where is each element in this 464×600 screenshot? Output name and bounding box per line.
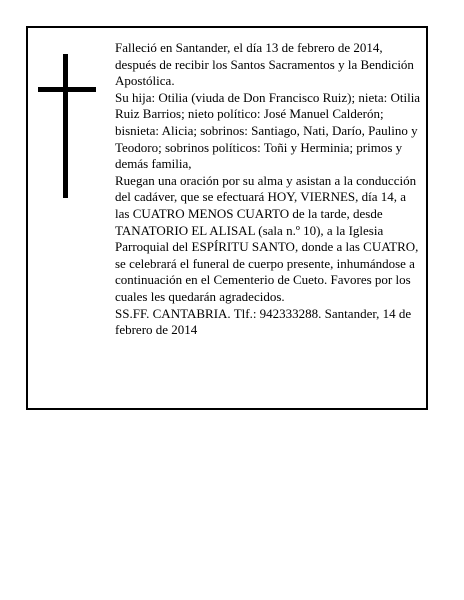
cross-icon	[38, 54, 98, 198]
funeral-details: Ruegan una oración por su alma y asistan a la conducción del cadáver, que se efectuará HOY, VIERNES, día 14, a las CUATRO MENOS CUARTO de la tarde, desde TANATORIO EL ALISAL (sala n.º 10), a la Iglesia Parroquial del ESPÍRITU SANTO, donde a las CUATRO, se celebrará el funeral de cuerpo presente, inhumándose a continuación en el Cementerio de Cueto. Favores por los cuales les quedarán agradecidos.	[115, 172, 419, 304]
obituary-notice	[26, 26, 428, 410]
death-announcement: Falleció en Santander, el día 13 de febrero de 2014, después de recibir los Santos Sacramentos y la Bendición Apostólica.	[115, 40, 414, 89]
cross-horizontal-bar	[38, 87, 96, 92]
notice-text	[115, 40, 423, 339]
funeral-home-signature: SS.FF. CANTABRIA. Tlf.: 942333288. Santander, 14 de febrero de 2014	[115, 305, 412, 338]
family-list: Su hija: Otilia (viuda de Don Francisco Ruiz); nieta: Otilia Ruiz Barrios; nieto político: José Manuel Calderón; bisnieta: Alicia; sobrinos: Santiago, Nati, Darío, Paulino y Teodoro; sobrinos políticos: Toñi y Herminia; primos y demás familia,	[115, 89, 421, 172]
cross-vertical-bar	[63, 54, 68, 198]
